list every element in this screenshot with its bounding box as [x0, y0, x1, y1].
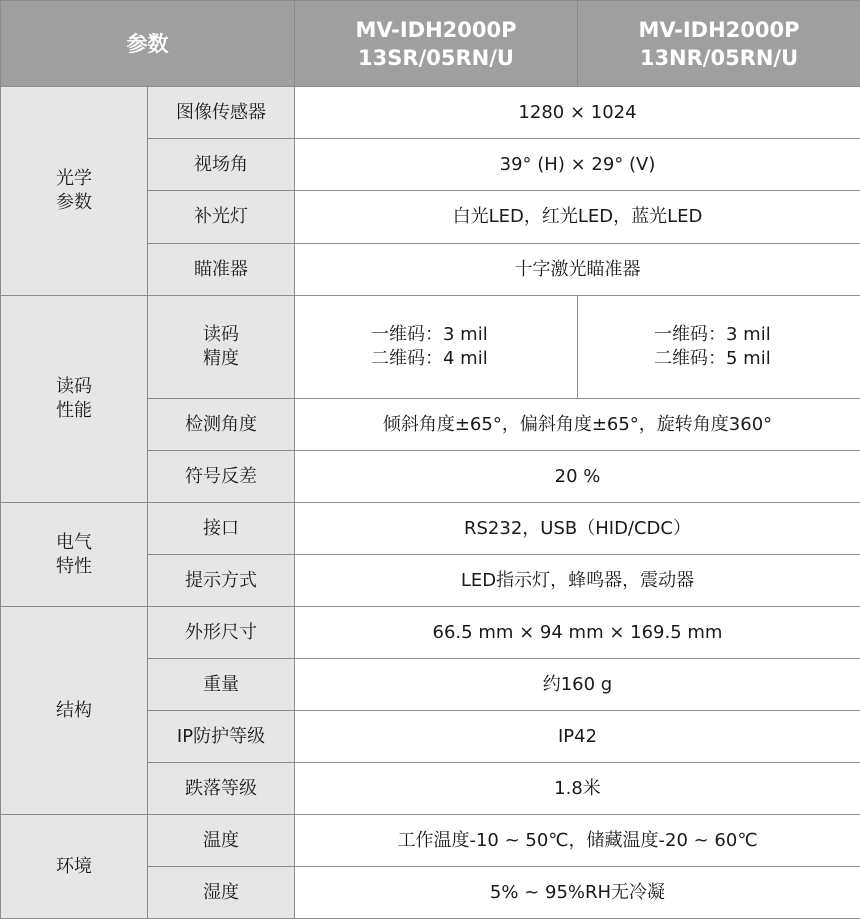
param-fill-light: 补光灯: [148, 191, 295, 244]
value-precision-b-2d: 二维码：5 mil: [654, 347, 784, 371]
param-aimer: 瞄准器: [148, 244, 295, 296]
value-aimer: 十字激光瞄准器: [295, 244, 860, 296]
header-model-a: [295, 1, 578, 87]
header-row: [1, 1, 860, 87]
header-model-a-line2: 13SR/05RN/U: [295, 44, 577, 72]
param-ip: IP防护等级: [148, 711, 295, 763]
table-row: [1, 503, 860, 555]
value-fov: 39° (H) × 29° (V): [295, 139, 860, 191]
table-row: [1, 87, 860, 139]
param-precision: [148, 296, 295, 399]
group-optical: [1, 87, 148, 296]
value-humidity: 5% ~ 95%RH无冷凝: [295, 867, 860, 919]
group-reading: [1, 296, 148, 503]
param-dimensions: 外形尺寸: [148, 607, 295, 659]
group-reading-line2: 性能: [1, 399, 147, 423]
group-optical-line2: 参数: [1, 191, 147, 215]
value-precision-b-1d: 一维码：3 mil: [654, 323, 784, 347]
value-temperature: 工作温度-10 ~ 50℃，储藏温度-20 ~ 60℃: [295, 815, 860, 867]
header-model-a-line1: MV-IDH2000P: [295, 16, 577, 44]
value-weight: 约160 g: [295, 659, 860, 711]
value-contrast: 20 %: [295, 451, 860, 503]
value-interface: RS232，USB（HID/CDC）: [295, 503, 860, 555]
header-model-b-line1: MV-IDH2000P: [578, 16, 860, 44]
group-environment: 环境: [1, 815, 148, 919]
table-row: [1, 296, 860, 399]
value-image-sensor: 1280 × 1024: [295, 87, 860, 139]
param-humidity: 湿度: [148, 867, 295, 919]
value-prompt: LED指示灯，蜂鸣器，震动器: [295, 555, 860, 607]
group-reading-line1: 读码: [1, 375, 147, 399]
param-fov: 视场角: [148, 139, 295, 191]
value-angle: 倾斜角度±65°，偏斜角度±65°，旋转角度360°: [295, 399, 860, 451]
param-weight: 重量: [148, 659, 295, 711]
value-fill-light: 白光LED，红光LED，蓝光LED: [295, 191, 860, 244]
value-precision-a-1d: 一维码：3 mil: [371, 323, 501, 347]
param-precision-line1: 读码: [148, 323, 294, 347]
param-precision-line2: 精度: [148, 347, 294, 371]
group-optical-line1: 光学: [1, 167, 147, 191]
group-electrical-line1: 电气: [1, 531, 147, 555]
param-prompt: 提示方式: [148, 555, 295, 607]
value-precision-a-2d: 二维码：4 mil: [371, 347, 501, 371]
param-image-sensor: 图像传感器: [148, 87, 295, 139]
group-structure: 结构: [1, 607, 148, 815]
param-contrast: 符号反差: [148, 451, 295, 503]
table-row: [1, 815, 860, 867]
param-temperature: 温度: [148, 815, 295, 867]
table-row: [1, 607, 860, 659]
param-interface: 接口: [148, 503, 295, 555]
header-model-b: [578, 1, 860, 87]
param-drop: 跌落等级: [148, 763, 295, 815]
value-precision-a: [295, 296, 578, 399]
value-precision-b: [578, 296, 860, 399]
group-electrical: [1, 503, 148, 607]
value-dimensions: 66.5 mm × 94 mm × 169.5 mm: [295, 607, 860, 659]
header-model-b-line2: 13NR/05RN/U: [578, 44, 860, 72]
header-param: 参数: [1, 1, 295, 87]
value-ip: IP42: [295, 711, 860, 763]
group-electrical-line2: 特性: [1, 555, 147, 579]
param-angle: 检测角度: [148, 399, 295, 451]
value-drop: 1.8米: [295, 763, 860, 815]
